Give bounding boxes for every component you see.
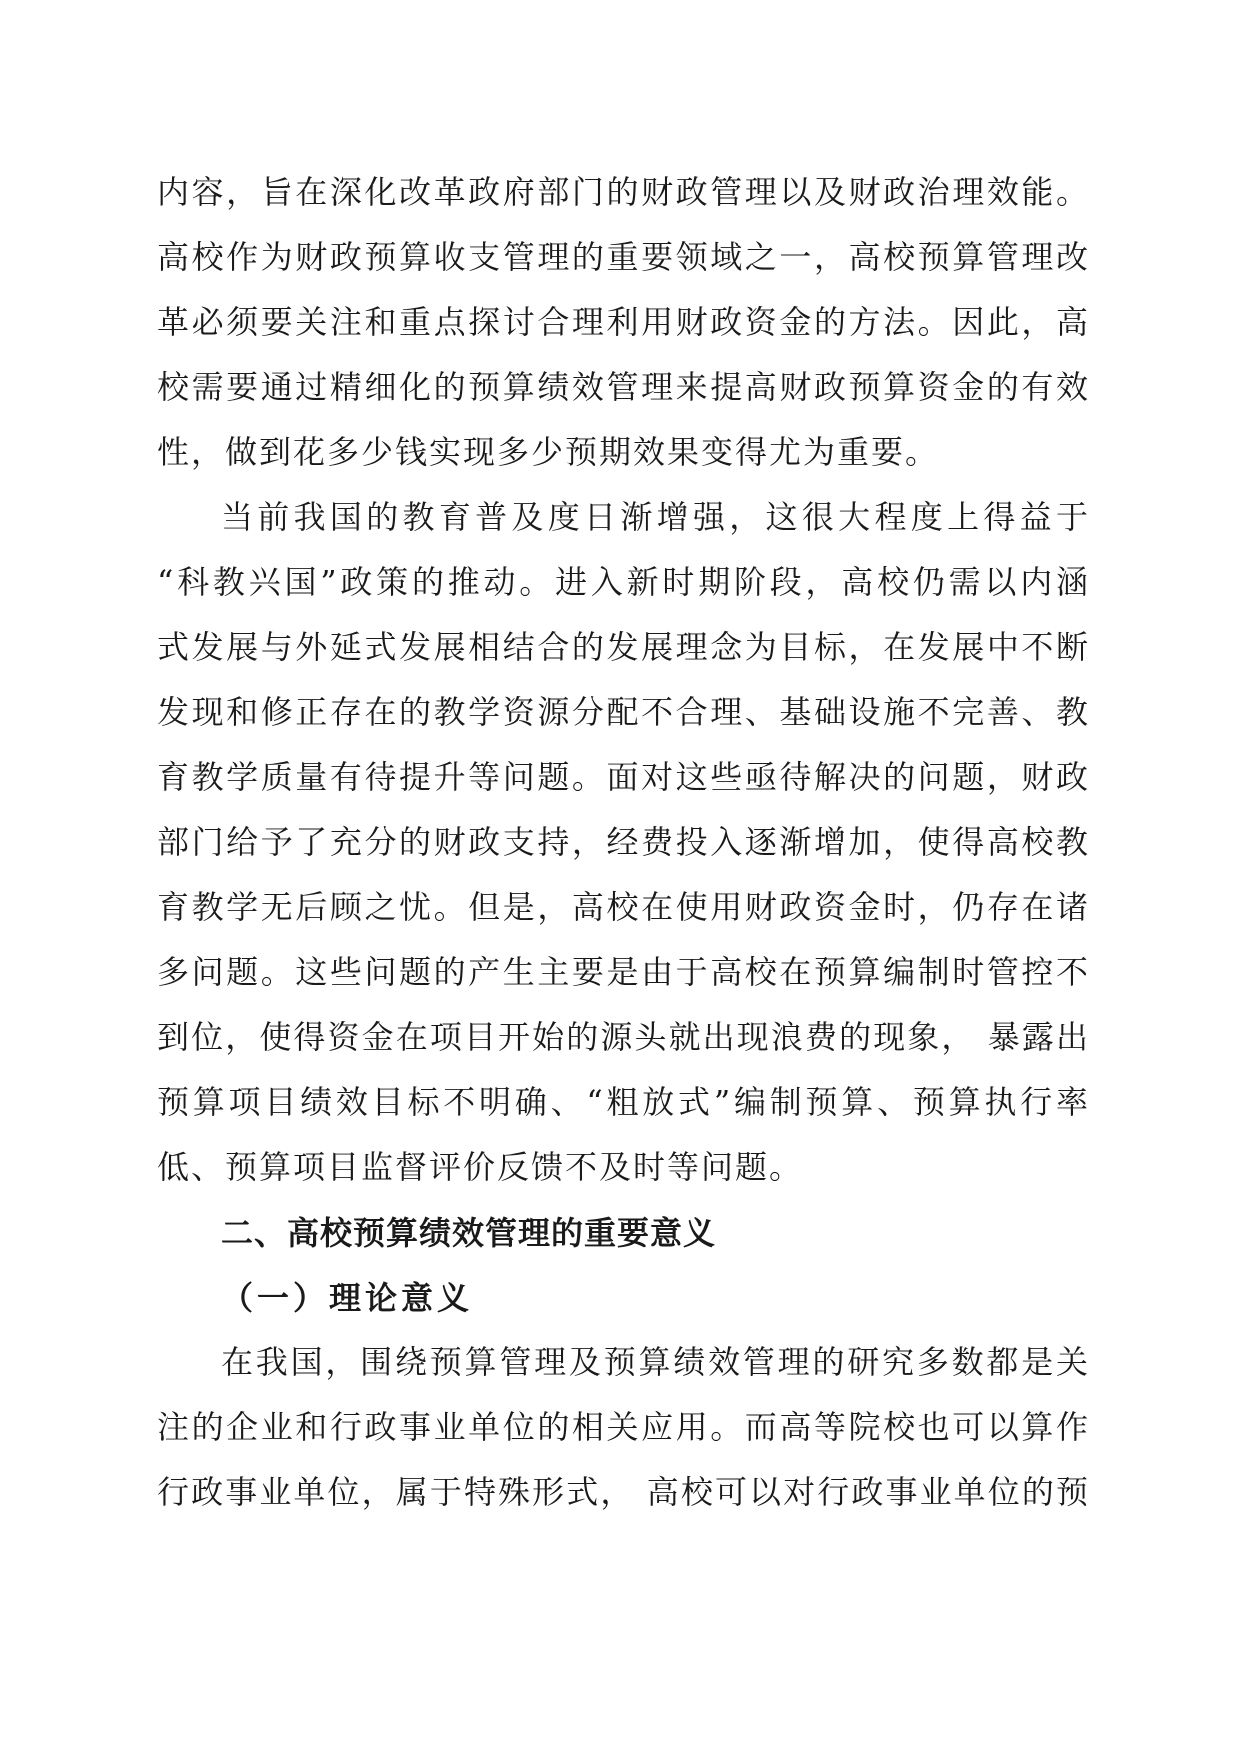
text-line: 高校作为财政预算收支管理的重要领域之一，高校预算管理改 xyxy=(157,238,1090,276)
text-line: 革必须要关注和重点探讨合理利用财政资金的方法。因此，高 xyxy=(157,303,1090,341)
paragraph-3 xyxy=(157,1330,1090,1525)
paragraph-2 xyxy=(157,485,1090,1200)
text-line: 低、预算项目监督评价反馈不及时等问题。 xyxy=(157,1148,804,1186)
text-line: 预算项目绩效目标不明确、“粗放式”编制预算、预算执行率 xyxy=(157,1083,1090,1121)
document-body xyxy=(157,160,1090,1525)
text-line: 育教学质量有待提升等问题。面对这些亟待解决的问题，财政 xyxy=(157,758,1090,796)
text-line: 性，做到花多少钱实现多少预期效果变得尤为重要。 xyxy=(157,433,940,471)
text-line: 当前我国的教育普及度日渐增强，这很大程度上得益于 xyxy=(221,498,1090,536)
text-line: 注的企业和行政事业单位的相关应用。而高等院校也可以算作 xyxy=(157,1408,1090,1446)
text-line: 到位，使得资金在项目开始的源头就出现浪费的现象， 暴露出 xyxy=(157,1018,1090,1056)
text-line: 校需要通过精细化的预算绩效管理来提高财政预算资金的有效 xyxy=(157,368,1090,406)
text-line: 行政事业单位，属于特殊形式， 高校可以对行政事业单位的预 xyxy=(157,1473,1090,1511)
text-line: 多问题。这些问题的产生主要是由于高校在预算编制时管控不 xyxy=(157,953,1090,991)
text-line: 发现和修正存在的教学资源分配不合理、基础设施不完善、教 xyxy=(157,693,1090,731)
text-line: 育教学无后顾之忧。但是，高校在使用财政资金时，仍存在诸 xyxy=(157,888,1090,926)
section-heading: 二、高校预算绩效管理的重要意义 xyxy=(221,1214,717,1252)
text-line: 式发展与外延式发展相结合的发展理念为目标，在发展中不断 xyxy=(157,628,1090,666)
text-line: 在我国，围绕预算管理及预算绩效管理的研究多数都是关 xyxy=(221,1343,1090,1381)
text-line: 部门给予了充分的财政支持，经费投入逐渐增加，使得高校教 xyxy=(157,823,1090,861)
paragraph-1 xyxy=(157,160,1090,485)
text-line: 内容，旨在深化改革政府部门的财政管理以及财政治理效能。 xyxy=(157,173,1090,211)
sub-heading: （一）理论意义 xyxy=(221,1279,474,1317)
text-line: “科教兴国”政策的推动。进入新时期阶段，高校仍需以内涵 xyxy=(157,563,1090,601)
